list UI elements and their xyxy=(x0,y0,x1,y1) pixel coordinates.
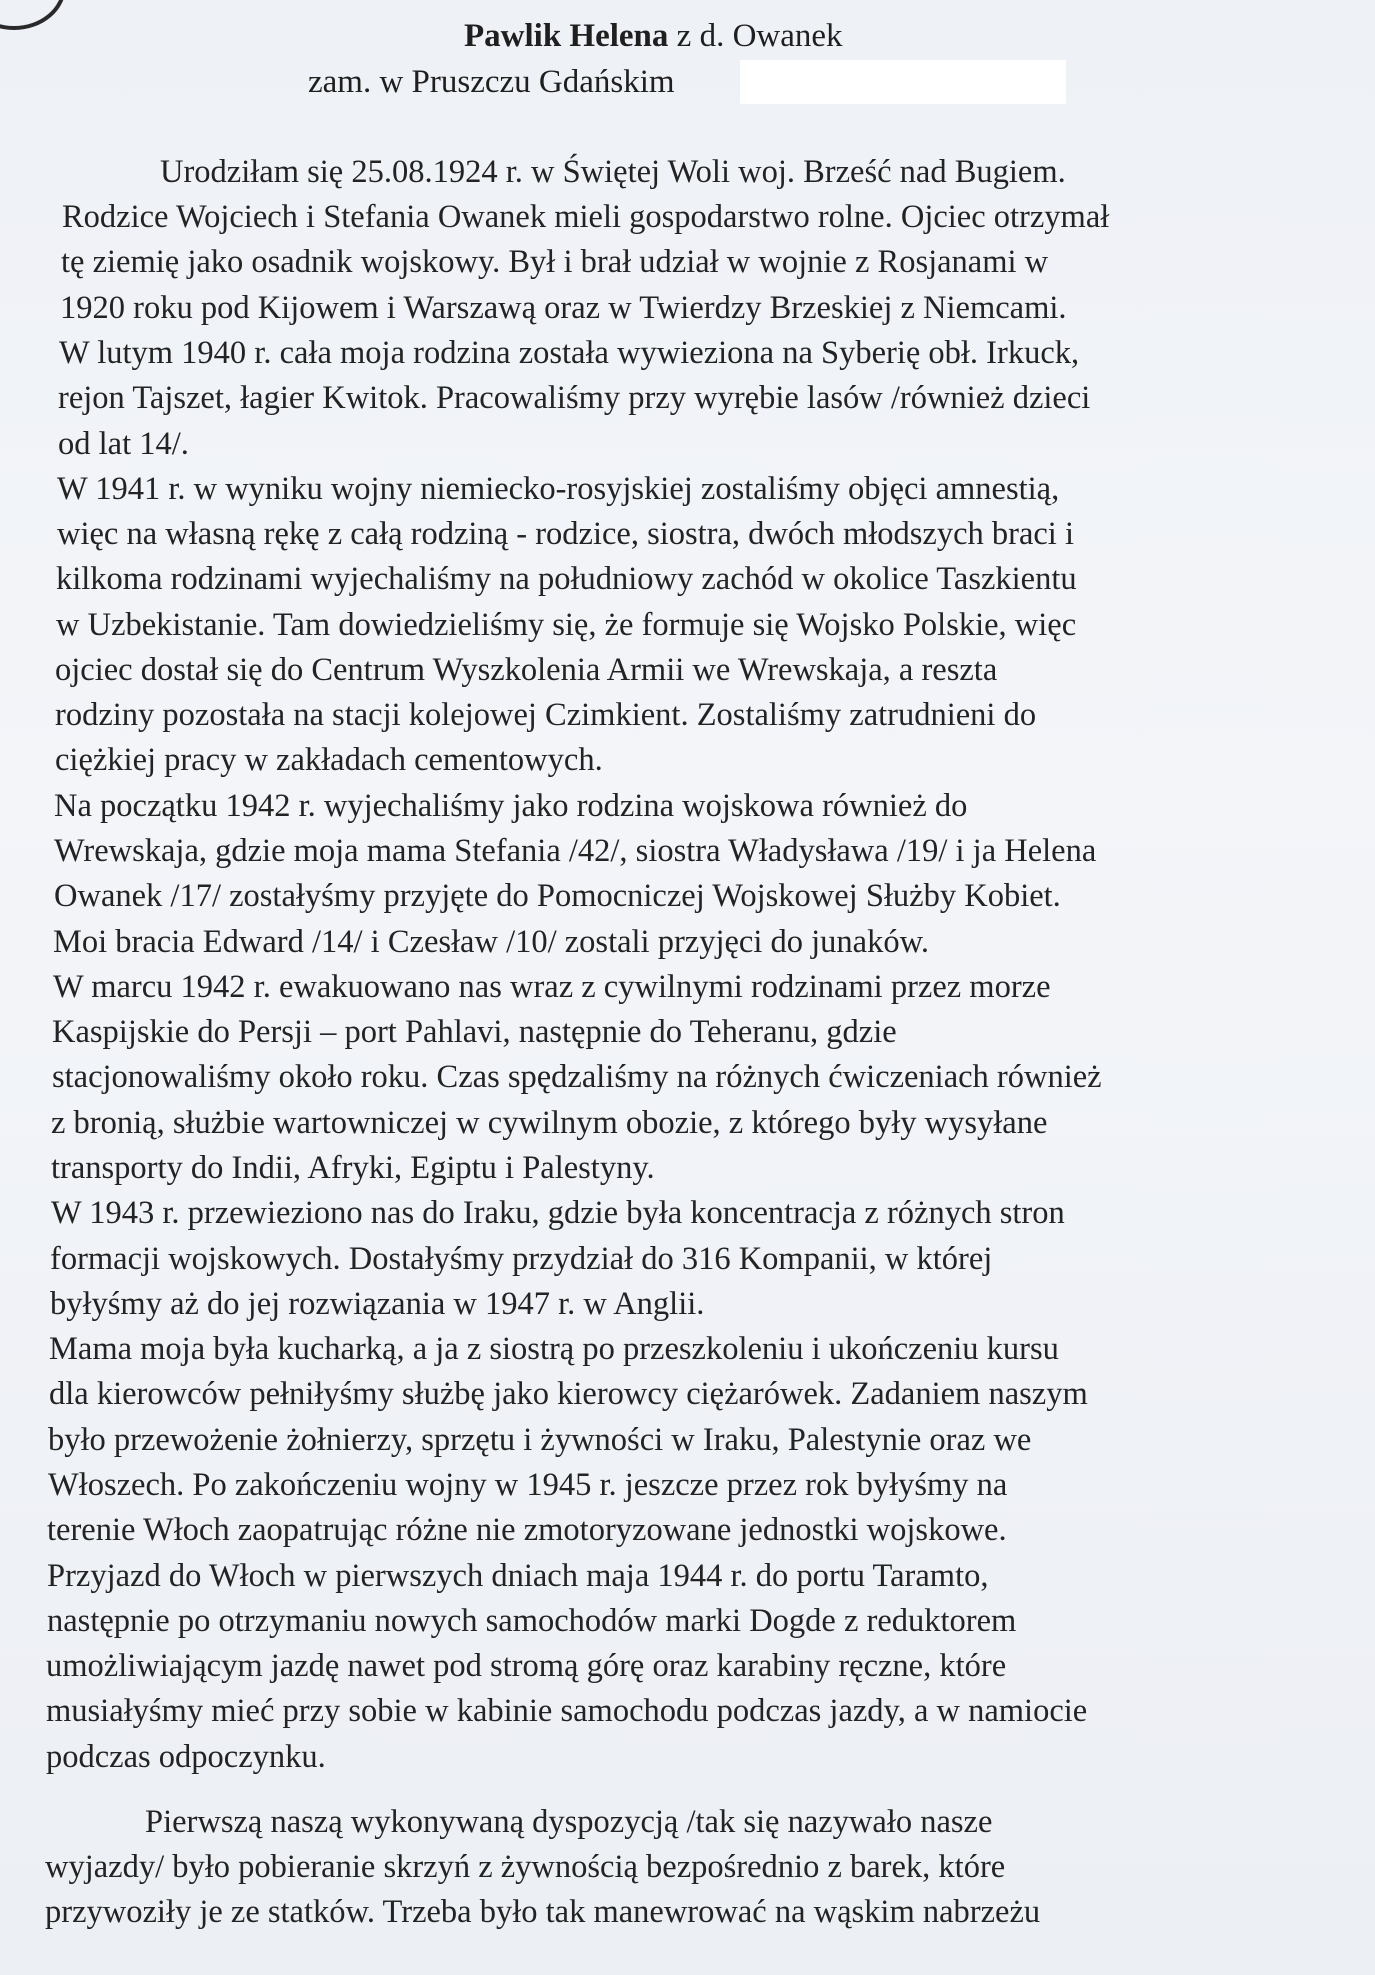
text-line: podczas odpoczynku. xyxy=(46,1739,326,1775)
text-line: formacji wojskowych. Dostałyśmy przydział do 316 Kompanii, w której xyxy=(50,1241,993,1277)
text-line: 1920 roku pod Kijowem i Warszawą oraz w Twierdzy Brzeskiej z Niemcami. xyxy=(60,290,1067,326)
maiden-name: z d. Owanek xyxy=(668,18,843,54)
text-line: dla kierowców pełniłyśmy służbę jako kierowcy ciężarówek. Zadaniem naszym xyxy=(49,1376,1088,1412)
text-line: W lutym 1940 r. cała moja rodzina została wywieziona na Syberię obł. Irkuck, xyxy=(59,335,1080,371)
text-line: Urodziłam się 25.08.1924 r. w Świętej Woli woj. Brześć nad Bugiem. xyxy=(160,154,1066,190)
text-line: W marcu 1942 r. ewakuowano nas wraz z cywilnymi rodzinami przez morze xyxy=(53,969,1051,1005)
text-line: Na początku 1942 r. wyjechaliśmy jako rodzina wojskowa również do xyxy=(54,788,968,824)
text-line: Moi bracia Edward /14/ i Czesław /10/ zostali przyjęci do junaków. xyxy=(53,924,930,960)
author-line xyxy=(464,18,843,55)
text-line: z bronią, służbie wartowniczej w cywilnym obozie, z którego były wysyłane xyxy=(51,1105,1048,1141)
redaction-box xyxy=(740,60,1066,104)
address-line: zam. w Pruszczu Gdańskim xyxy=(308,64,675,100)
text-line: Rodzice Wojciech i Stefania Owanek mieli gospodarstwo rolne. Ojciec otrzymał xyxy=(62,199,1110,235)
text-line: stacjonowaliśmy około roku. Czas spędzaliśmy na różnych ćwiczeniach również xyxy=(52,1059,1102,1095)
text-line: Mama moja była kucharką, a ja z siostrą po przeszkoleniu i ukończeniu kursu xyxy=(49,1331,1059,1367)
text-line: Wrewskaja, gdzie moja mama Stefania /42/, siostra Władysława /19/ i ja Helena xyxy=(54,833,1097,869)
text-line: byłyśmy aż do jej rozwiązania w 1947 r. w Anglii. xyxy=(50,1286,705,1322)
text-line: od lat 14/. xyxy=(58,426,189,462)
text-line: było przewożenie żołnierzy, sprzętu i żywności w Iraku, Palestynie oraz we xyxy=(48,1422,1032,1458)
text-line: Włoszech. Po zakończeniu wojny w 1945 r. jeszcze przez rok byłyśmy na xyxy=(48,1467,1008,1503)
text-line: ciężkiej pracy w zakładach cementowych. xyxy=(55,742,603,778)
text-line: w Uzbekistanie. Tam dowiedzieliśmy się, że formuje się Wojsko Polskie, więc xyxy=(56,607,1077,643)
text-line: W 1943 r. przewieziono nas do Iraku, gdzie była koncentracja z różnych stron xyxy=(51,1195,1065,1231)
text-line: Pierwszą naszą wykonywaną dyspozycją /tak się nazywało nasze xyxy=(145,1804,993,1840)
text-line: Owanek /17/ zostałyśmy przyjęte do Pomocniczej Wojskowej Służby Kobiet. xyxy=(54,878,1061,914)
text-line: terenie Włoch zaopatrując różne nie zmotoryzowane jednostki wojskowe. xyxy=(47,1512,1007,1548)
text-line: rejon Tajszet, łagier Kwitok. Pracowaliśmy przy wyrębie lasów /również dzieci xyxy=(58,380,1091,416)
text-line: W 1941 r. w wyniku wojny niemiecko-rosyjskiej zostaliśmy objęci amnestią, xyxy=(57,471,1060,507)
text-line: Kaspijskie do Persji – port Pahlavi, następnie do Teheranu, gdzie xyxy=(52,1014,897,1050)
text-line: Przyjazd do Włoch w pierwszych dniach maja 1944 r. do portu Taramto, xyxy=(47,1558,989,1594)
text-line: umożliwiającym jazdę nawet pod stromą górę oraz karabiny ręczne, które xyxy=(46,1648,1007,1684)
text-line: rodziny pozostała na stacji kolejowej Czimkient. Zostaliśmy zatrudnieni do xyxy=(55,697,1037,733)
text-line: wyjazdy/ było pobieranie skrzyń z żywnością bezpośrednio z barek, które xyxy=(45,1849,1006,1885)
text-line: więc na własną rękę z całą rodziną - rodzice, siostra, dwóch młodszych braci i xyxy=(57,516,1074,552)
text-line: przywoziły je ze statków. Trzeba było tak manewrować na wąskim nabrzeżu xyxy=(45,1894,1041,1930)
text-line: transporty do Indii, Afryki, Egiptu i Palestyny. xyxy=(51,1150,655,1186)
author-name: Pawlik Helena xyxy=(464,18,669,54)
text-line: następnie po otrzymaniu nowych samochodów marki Dogde z reduktorem xyxy=(47,1603,1017,1639)
hole-punch-mark xyxy=(0,0,66,30)
text-line: ojciec dostał się do Centrum Wyszkolenia Armii we Wrewskaja, a reszta xyxy=(55,652,998,688)
text-line: kilkoma rodzinami wyjechaliśmy na południowy zachód w okolice Taszkientu xyxy=(56,561,1077,597)
text-line: tę ziemię jako osadnik wojskowy. Był i brał udział w wojnie z Rosjanami w xyxy=(61,244,1049,280)
text-line: musiałyśmy mieć przy sobie w kabinie samochodu podczas jazdy, a w namiocie xyxy=(46,1693,1088,1729)
